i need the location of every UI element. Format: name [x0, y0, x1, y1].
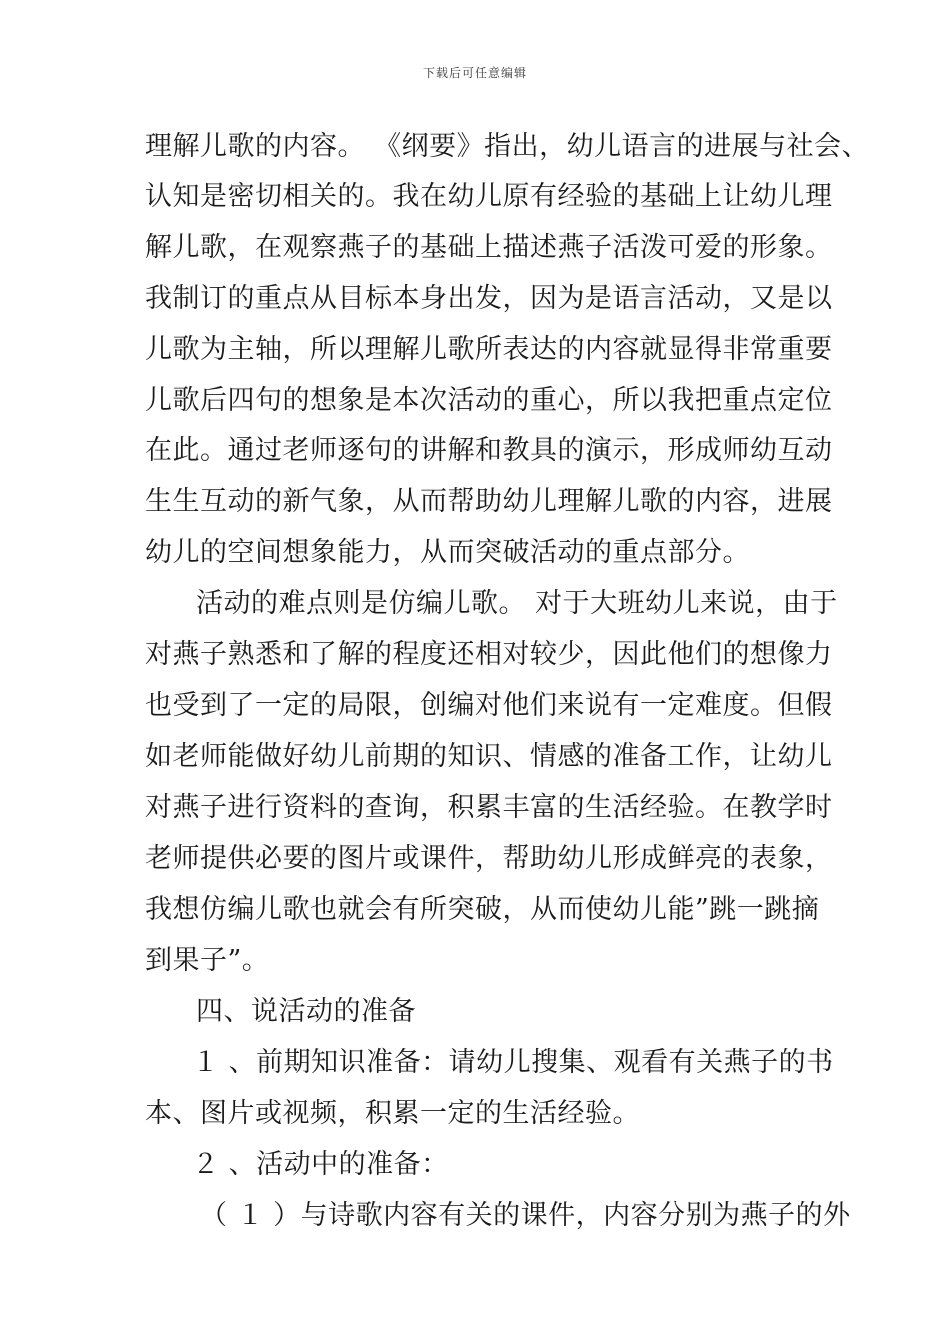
list-item-continuation: 本、图片或视频，积累一定的生活经验。 — [145, 1098, 640, 1129]
body-line: 如老师能做好幼儿前期的知识、情感的准备工作，让幼儿 — [145, 741, 833, 772]
list-item: ２ 、活动中的准备： — [192, 1149, 449, 1180]
body-line: 对燕子进行资料的查询，积累丰富的生活经验。在教学时 — [145, 792, 833, 823]
body-line: 我想仿编儿歌也就会有所突破，从而使幼儿能”跳一跳摘 — [145, 894, 820, 925]
body-line: 也受到了一定的局限，创编对他们来说有一定难度。但假 — [145, 690, 833, 721]
page-header: 下载后可任意编辑 — [422, 66, 527, 80]
body-line: 儿歌为主轴，所以理解儿歌所表达的内容就显得非常重要 — [145, 334, 833, 365]
body-line: 生生互动的新气象，从而帮助幼儿理解儿歌的内容，进展 — [145, 486, 833, 517]
section-heading: 四、说活动的准备 — [196, 996, 416, 1027]
body-line: 到果子”。 — [145, 945, 270, 976]
body-line: 理解儿歌的内容。 《纲要》指出，幼儿语言的进展与社会、 — [145, 131, 870, 162]
body-line: 活动的难点则是仿编儿歌。 对于大班幼儿来说，由于 — [196, 588, 838, 619]
body-line: 在此。通过老师逐句的讲解和教具的演示，形成师幼互动 — [145, 435, 833, 466]
list-item: （ １ ）与诗歌内容有关的课件，内容分别为燕子的外 — [200, 1200, 851, 1231]
body-line: 对燕子熟悉和了解的程度还相对较少，因此他们的想像力 — [145, 639, 833, 670]
body-line: 我制订的重点从目标本身出发，因为是语言活动，又是以 — [145, 283, 833, 314]
body-line: 老师提供必要的图片或课件，帮助幼儿形成鲜亮的表象， — [145, 843, 833, 874]
body-line: 解儿歌，在观察燕子的基础上描述燕子活泼可爱的形象。 — [145, 232, 833, 263]
body-line: 认知是密切相关的。我在幼儿原有经验的基础上让幼儿理 — [145, 181, 833, 212]
body-line: 幼儿的空间想象能力，从而突破活动的重点部分。 — [145, 537, 750, 568]
body-line: 儿歌后四句的想象是本次活动的重心，所以我把重点定位 — [145, 385, 833, 416]
list-item: １ 、前期知识准备：请幼儿搜集、观看有关燕子的书 — [192, 1047, 834, 1078]
